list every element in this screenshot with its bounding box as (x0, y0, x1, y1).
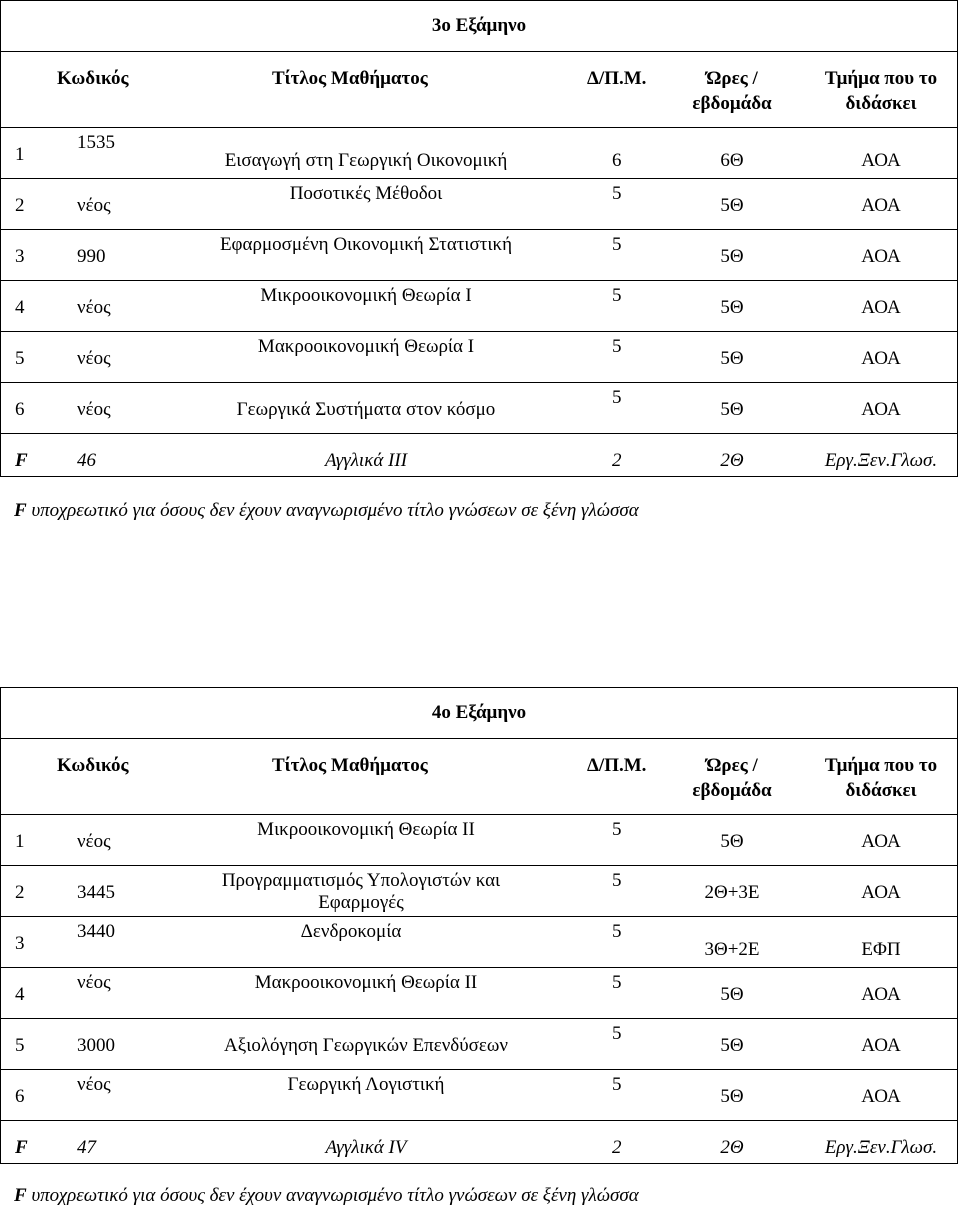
table-row (1, 1070, 957, 1121)
semester-4-title: 4ο Εξάμηνο (1, 688, 957, 739)
row-ects: 5 (612, 972, 622, 993)
semester-3-table (0, 0, 958, 477)
header-course-title: Τίτλος Μαθήματος (272, 68, 428, 89)
row-ects: 5 (612, 234, 622, 255)
row-hours: 5Θ (720, 195, 744, 216)
row-ects: 6 (612, 150, 622, 171)
row-number: F (15, 450, 28, 471)
row-title: Αξιολόγηση Γεωργικών Επενδύσεων (224, 1035, 508, 1056)
header-ects: Δ/Π.Μ. (587, 68, 647, 89)
row-hours: 6Θ (720, 150, 744, 171)
table-row (1, 968, 957, 1019)
header-dept (813, 66, 949, 116)
table-row (1, 434, 957, 484)
row-dept: ΑΟΑ (861, 882, 901, 903)
row-dept: ΕΦΠ (861, 939, 901, 960)
row-dept: ΑΟΑ (861, 984, 901, 1005)
row-dept: ΑΟΑ (861, 246, 901, 267)
row-code: νέος (77, 1074, 111, 1095)
row-hours: 5Θ (720, 831, 744, 852)
row-ects: 5 (612, 183, 622, 204)
row-number: 3 (15, 246, 25, 267)
row-number: 6 (15, 1086, 25, 1107)
row-ects: 5 (612, 1074, 622, 1095)
footnote-text: υποχρεωτικό για όσους δεν έχουν αναγνωρισμένο τίτλο γνώσεων σε ξένη γλώσσα (31, 1185, 639, 1206)
header-hours-line1: Ώρες / (706, 755, 758, 776)
row-dept: ΑΟΑ (861, 297, 901, 318)
row-title: Μακροοικονομική Θεωρία Ι (257, 336, 475, 357)
row-title: Αγγλικά IV (325, 1137, 407, 1158)
header-dept-line1: Τμήμα που το (824, 68, 938, 89)
header-code: Κωδικός (57, 68, 129, 89)
row-number: 1 (15, 831, 25, 852)
row-number: F (15, 1137, 28, 1158)
row-dept: Εργ.Ξεν.Γλωσ. (824, 1137, 938, 1158)
row-code: νέος (77, 399, 111, 420)
row-number: 2 (15, 195, 25, 216)
row-hours: 2Θ+3Ε (704, 882, 760, 903)
row-title: Προγραμματισμός Υπολογιστών και Εφαρμογές (221, 870, 501, 913)
row-number: 4 (15, 297, 25, 318)
row-ects: 2 (612, 450, 622, 471)
row-ects: 5 (612, 285, 622, 306)
footnote-marker: F (14, 500, 27, 521)
row-title: Μακροοικονομική Θεωρία ΙΙ (254, 972, 478, 993)
table-row (1, 815, 957, 866)
row-title: Μικροοικονομική Θεωρία Ι (260, 285, 472, 306)
row-hours: 5Θ (720, 297, 744, 318)
table-row (1, 332, 957, 383)
row-code: νέος (77, 972, 111, 993)
row-hours: 5Θ (720, 1086, 744, 1107)
header-hours (677, 66, 787, 116)
header-ects: Δ/Π.Μ. (587, 755, 647, 776)
row-code: 47 (77, 1137, 96, 1158)
row-title: Γεωργικά Συστήματα στον κόσμο (236, 399, 496, 420)
header-hours (677, 753, 787, 803)
row-hours: 5Θ (720, 399, 744, 420)
semester-4-table (0, 687, 958, 1164)
row-ects: 5 (612, 1023, 622, 1044)
semester-4-footnote (14, 1185, 639, 1207)
row-ects: 5 (612, 819, 622, 840)
table-row (1, 917, 957, 968)
row-title: Αγγλικά ΙΙΙ (324, 450, 408, 471)
row-number: 1 (15, 144, 25, 165)
row-dept: ΑΟΑ (861, 150, 901, 171)
row-hours: 5Θ (720, 1035, 744, 1056)
row-number: 5 (15, 1035, 25, 1056)
row-code: 3445 (77, 882, 115, 903)
table-row (1, 128, 957, 179)
row-number: 4 (15, 984, 25, 1005)
row-title: Εφαρμοσμένη Οικονομική Στατιστική (219, 234, 513, 255)
row-title: Γεωργική Λογιστική (287, 1074, 445, 1095)
table-row (1, 281, 957, 332)
row-code: νέος (77, 348, 111, 369)
row-code: νέος (77, 831, 111, 852)
semester-3-footnote (14, 500, 639, 522)
row-title: Δενδροκομία (300, 921, 402, 942)
footnote-text: υποχρεωτικό για όσους δεν έχουν αναγνωρισμένο τίτλο γνώσεων σε ξένη γλώσσα (31, 500, 639, 521)
table-row (1, 1019, 957, 1070)
header-hours-line2: εβδομάδα (692, 780, 772, 801)
row-dept: ΑΟΑ (861, 831, 901, 852)
row-hours: 2Θ (720, 450, 744, 471)
header-course-title: Τίτλος Μαθήματος (272, 755, 428, 776)
row-dept: ΑΟΑ (861, 399, 901, 420)
header-code: Κωδικός (57, 755, 129, 776)
semester-3-title: 3ο Εξάμηνο (1, 1, 957, 52)
row-hours: 5Θ (720, 984, 744, 1005)
semester-4-header-row (1, 739, 957, 815)
row-ects: 2 (612, 1137, 622, 1158)
row-ects: 5 (612, 387, 622, 408)
row-ects: 5 (612, 921, 622, 942)
header-dept (813, 753, 949, 803)
row-hours: 3Θ+2Ε (704, 939, 760, 960)
header-dept-line2: διδάσκει (845, 93, 917, 114)
row-ects: 5 (612, 336, 622, 357)
table-row (1, 383, 957, 434)
row-dept: ΑΟΑ (861, 348, 901, 369)
header-hours-line1: Ώρες / (706, 68, 758, 89)
row-title: Μικροοικονομική Θεωρία ΙΙ (257, 819, 475, 840)
row-hours: 5Θ (720, 246, 744, 267)
row-hours: 2Θ (720, 1137, 744, 1158)
row-code: νέος (77, 195, 111, 216)
header-dept-line1: Τμήμα που το (824, 755, 938, 776)
row-dept: ΑΟΑ (861, 1086, 901, 1107)
row-number: 2 (15, 882, 25, 903)
table-row (1, 179, 957, 230)
row-number: 5 (15, 348, 25, 369)
row-code: 1535 (77, 132, 115, 153)
row-number: 6 (15, 399, 25, 420)
row-title: Εισαγωγή στη Γεωργική Οικονομική (224, 150, 508, 171)
table-row (1, 1121, 957, 1171)
table-row (1, 230, 957, 281)
row-code: 3440 (77, 921, 115, 942)
row-code: 990 (77, 246, 106, 267)
row-dept: Εργ.Ξεν.Γλωσ. (824, 450, 938, 471)
header-hours-line2: εβδομάδα (692, 93, 772, 114)
footnote-marker: F (14, 1185, 27, 1206)
row-dept: ΑΟΑ (861, 195, 901, 216)
semester-3-header-row (1, 52, 957, 128)
row-code: 3000 (77, 1035, 115, 1056)
row-code: 46 (77, 450, 96, 471)
table-row (1, 866, 957, 917)
header-dept-line2: διδάσκει (845, 780, 917, 801)
row-code: νέος (77, 297, 111, 318)
row-title: Ποσοτικές Μέθοδοι (289, 183, 443, 204)
row-dept: ΑΟΑ (861, 1035, 901, 1056)
row-hours: 5Θ (720, 348, 744, 369)
row-number: 3 (15, 933, 25, 954)
row-ects: 5 (612, 870, 622, 891)
